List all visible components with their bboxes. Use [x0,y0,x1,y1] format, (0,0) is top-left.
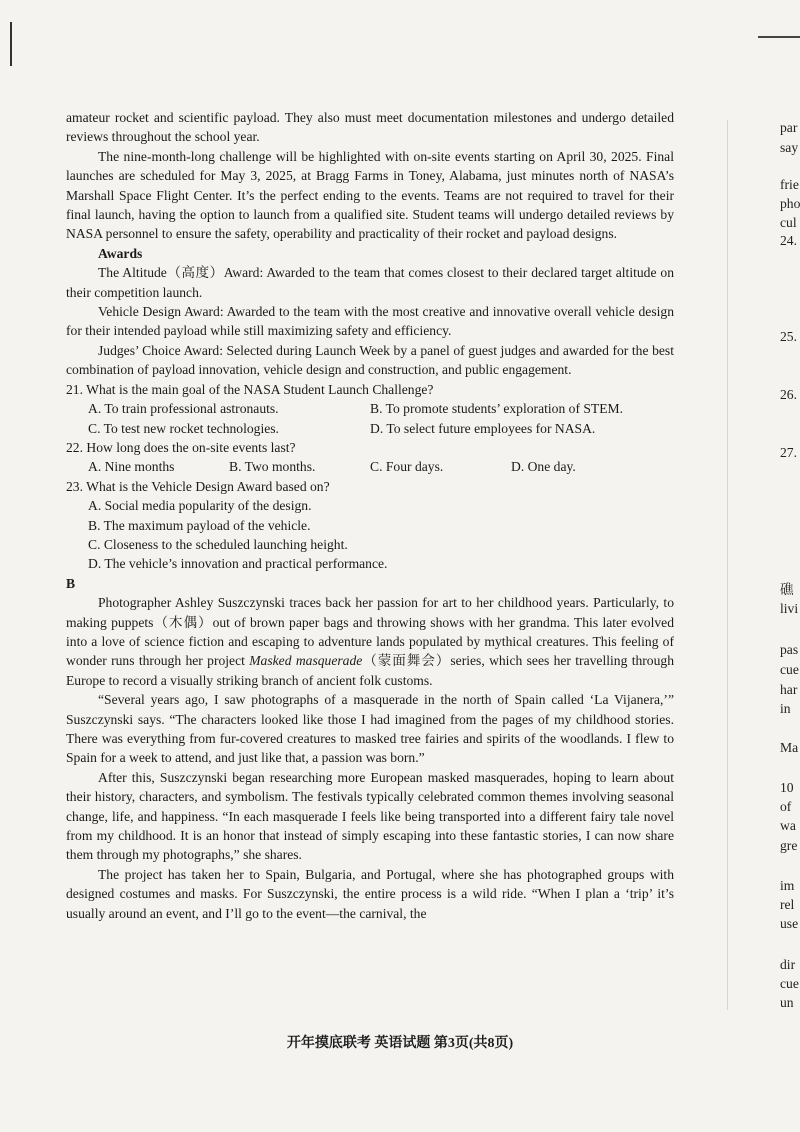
fragment: livi [780,601,799,616]
project-title: Masked masquerade [249,653,363,669]
question-options [66,399,674,438]
question-options [66,496,674,574]
question-21 [66,380,674,438]
option-d: D. To select future employees for NASA. [370,420,596,436]
fragment: un [780,995,794,1010]
award-vehicle-design: Vehicle Design Award: Awarded to the team with the most creative and innovative overall vehicle design for their intended payload while still maximizing safety and efficiency. [66,304,674,339]
page-footer: 开年摸底联考 英语试题 第3页(共8页) [286,1036,514,1051]
left-margin-mark [10,22,12,66]
column-divider [727,120,728,1010]
option-a: A. Nine months [88,459,175,475]
fragment: pho [780,196,800,211]
fragment: wa [780,818,796,833]
question-options [66,457,674,476]
fragment: 26. [780,387,797,402]
fragment: par [780,120,798,135]
option-d: D. One day. [511,459,576,475]
option-d: D. The vehicle’s innovation and practical performance. [88,556,388,572]
option-a: A. Social media popularity of the design. [88,498,312,514]
passage-b-p1-text: Photographer Ashley Suszczynski traces back her passion for art to her childhood years. Particularly, to making puppets（木偶）out of brown paper bags and throwing shows with her grandma. This later evolved into a love of science fiction and escaping to adventure lands populated by mythical creatures. This feeling of wonder runs through her project [66,595,674,669]
fragment: in [780,701,791,716]
fragment: dir [780,957,796,972]
awards-heading: Awards [98,245,143,261]
fragment: 25. [780,329,797,344]
fragment: rel [780,897,795,912]
award-altitude: The Altitude（高度）Award: Awarded to the team that comes closest to their declared target altitude on their competition launch. [66,265,674,300]
passage-b-paragraph-3: After this, Suszczynski began researching more European masked masquerades, hoping to learn about their history, characters, and symbolism. The festivals typically celebrated common themes involving seasonal change, life, and happiness. “In each masquerade I feels like being transported into a different fairy tale novel from my childhood. It is an honor that instead of simply escaping into these fantastic stories, I can now share them through my photographs,” she shares. [66,769,674,863]
adjacent-page-column [780,0,800,1132]
passage-a-paragraph-1: amateur rocket and scientific payload. They also must meet documentation milestones and undergo detailed reviews throughout the school year. [66,110,674,145]
fragment: say [780,140,799,155]
passage-b-paragraph-1 [66,593,674,690]
fragment: cue [780,976,799,991]
fragment: 27. [780,445,797,460]
fragment: pas [780,642,799,657]
question-stem: 22. How long does the on-site events last? [66,439,296,455]
option-c: C. Four days. [370,459,444,475]
passage-b-paragraph-4: The project has taken her to Spain, Bulgaria, and Portugal, where she has photographed groups with designed costumes and masks. For Suszczynski, the entire process is a wild ride. “When I plan a ‘trip’ it’s usually around an event, and I’ll go to the event—the carnival, the [66,866,674,921]
passage-b-paragraph-2: “Several years ago, I saw photographs of a masquerade in the north of Spain called ‘La Vijanera,’” Suszczynski says. “The characters looked like those I had imagined from the pages of my childhood stories. There was everything from fur-covered creatures to masked tree fairies and spirits of the woodlands. I flew to Spain for a week to attend, and just like that, a passion was born.” [66,692,674,766]
question-stem: 21. What is the main goal of the NASA Student Launch Challenge? [66,381,434,397]
fragment: im [780,878,795,893]
fragment: gre [780,838,798,853]
option-b: B. The maximum payload of the vehicle. [88,517,311,533]
fragment: 24. [780,233,797,248]
section-b-heading: B [66,575,76,591]
fragment: cue [780,662,799,677]
question-stem: 23. What is the Vehicle Design Award based on? [66,478,330,494]
question-23 [66,477,674,574]
award-judges-choice: Judges’ Choice Award: Selected during Launch Week by a panel of guest judges and awarded for the best combination of payload innovation, vehicle design and construction, and public engagement. [66,342,674,378]
fragment: Ma [780,740,799,755]
question-22 [66,438,674,477]
fragment: 10 [780,780,794,795]
page-content [66,108,674,923]
fragment: of [780,799,792,814]
fragment: 礁 [780,582,794,597]
fragment: use [780,916,799,931]
passage-a-paragraph-2: The nine-month-long challenge will be highlighted with on-site events starting on April 30, 2025. Final launches are scheduled for May 3, 2025, at Bragg Farms in Toney, Alabama, just minutes north of NASA’s Marshall Space Flight Center. It’s the perfect ending to the events. Teams are not required to travel for their final launch, having the option to launch from a qualified site. Student teams will undergo detailed reviews by NASA personnel to ensure the safety, operability and practicality of their rocket and payload designs. [66,148,674,242]
fragment: har [780,682,798,697]
option-a: A. To train professional astronauts. [88,401,279,417]
option-b: B. To promote students’ exploration of STEM. [370,401,624,417]
option-b: B. Two months. [229,459,316,475]
fragment: frie [780,177,799,192]
passage-b-p1-end: （蒙面舞会）series, which sees her travelling through Europe to record a visually striking branch of ancient folk customs. [66,653,674,688]
option-c: C. To test new rocket technologies. [88,420,279,436]
option-c: C. Closeness to the scheduled launching height. [88,536,348,552]
fragment: cul [780,215,797,230]
